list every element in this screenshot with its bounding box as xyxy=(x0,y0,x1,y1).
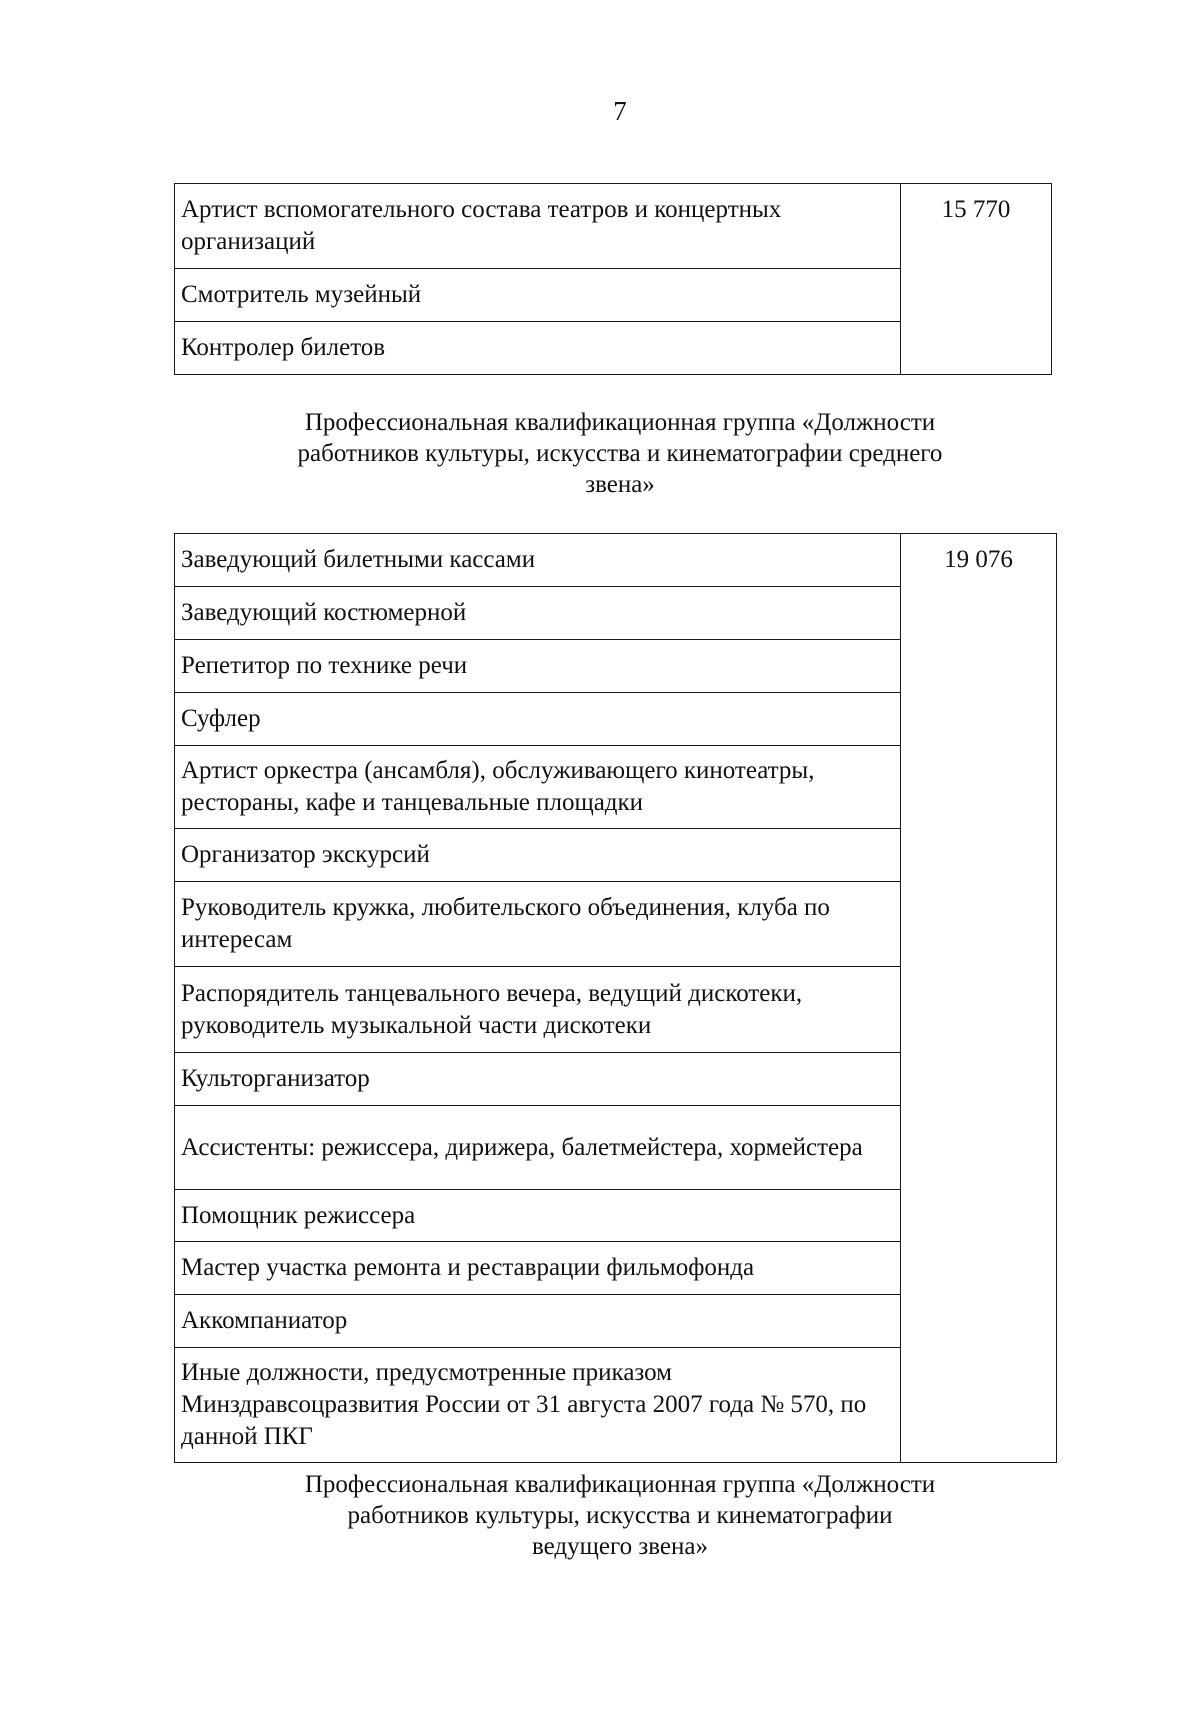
salary-table-auxiliary xyxy=(174,183,1052,375)
salary-amount: 15 770 xyxy=(901,184,1052,375)
position-name: Заведующий костюмерной xyxy=(175,587,901,640)
salary-table-middle-level xyxy=(174,533,1057,1463)
position-name: Аккомпаниатор xyxy=(175,1295,901,1348)
salary-amount: 19 076 xyxy=(901,534,1057,1463)
position-name: Помощник режиссера xyxy=(175,1190,901,1242)
position-name: Культорганизатор xyxy=(175,1053,901,1106)
table-row xyxy=(175,184,1052,269)
page-number: 7 xyxy=(613,96,627,126)
position-name: Распорядитель танцевального вечера, ведущий дискотеки, руководитель музыкальной части дискотеки xyxy=(175,967,901,1053)
position-name: Иные должности, предусмотренные приказом Минздравсоцразвития России от 31 августа 2007 года № 570, по данной ПКГ xyxy=(175,1348,901,1463)
position-name: Ассистенты: режиссера, дирижера, балетмейстера, хормейстера xyxy=(175,1106,901,1190)
table-row xyxy=(175,534,1057,587)
position-name: Артист оркестра (ансамбля), обслуживающего кинотеатры, рестораны, кафе и танцевальные площадки xyxy=(175,746,901,829)
position-name: Артист вспомогательного состава театров и концертных организаций xyxy=(175,184,901,269)
group-title-middle-level: Профессиональная квалификационная группа «Должности работников культуры, искусства и кинематографии среднего звена» xyxy=(297,409,943,498)
group-title-leading-level: Профессиональная квалификационная группа «Должности работников культуры, искусства и кинематографии ведущего звена» xyxy=(304,1471,936,1560)
position-name: Руководитель кружка, любительского объединения, клуба по интересам xyxy=(175,882,901,967)
position-name: Заведующий билетными кассами xyxy=(175,534,901,587)
position-name: Мастер участка ремонта и реставрации фильмофонда xyxy=(175,1242,901,1295)
position-name: Смотритель музейный xyxy=(175,269,901,322)
position-name: Репетитор по технике речи xyxy=(175,640,901,693)
position-name: Контролер билетов xyxy=(175,322,901,375)
position-name: Суфлер xyxy=(175,693,901,746)
position-name: Организатор экскурсий xyxy=(175,829,901,882)
